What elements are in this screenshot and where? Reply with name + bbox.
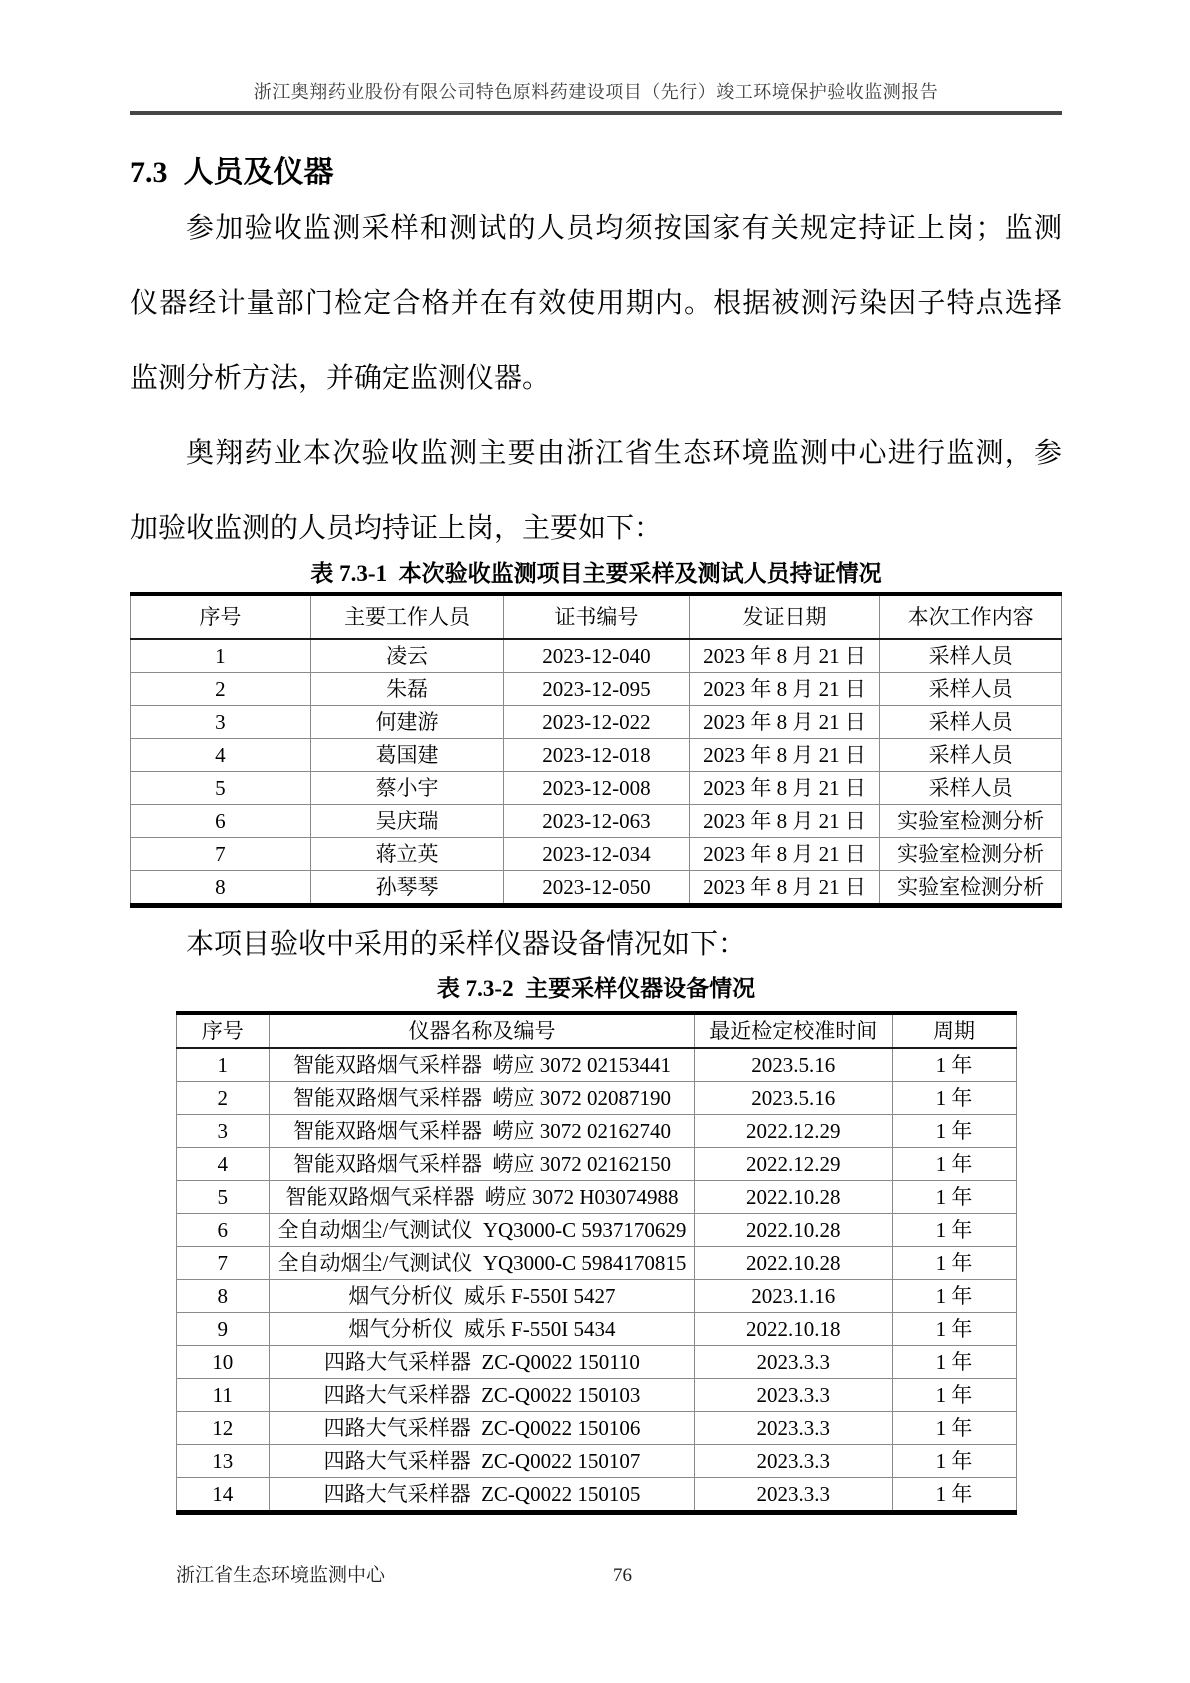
page-header <box>130 80 1062 115</box>
cell: 2023.1.16 <box>694 1280 892 1313</box>
paragraph-2 <box>130 416 1062 566</box>
section-title <box>130 155 1062 191</box>
cell: 2022.10.28 <box>694 1181 892 1214</box>
table-2-caption: 表 7.3-2 主要采样仪器设备情况 <box>436 976 756 1001</box>
cell: 9 <box>176 1313 269 1346</box>
paragraph-line: 监测分析方法，并确定监测仪器。 <box>130 363 551 394</box>
table-row <box>176 1313 1016 1346</box>
cell: 1 年 <box>892 1346 1016 1379</box>
table-row <box>176 1181 1016 1214</box>
cell: 采样人员 <box>880 706 1062 739</box>
column-header: 序号 <box>131 594 311 639</box>
table-row <box>176 1214 1016 1247</box>
table-row <box>131 706 1062 739</box>
cell: 1 年 <box>892 1082 1016 1115</box>
cell: 1 年 <box>892 1412 1016 1445</box>
cell: 孙琴琴 <box>310 871 503 906</box>
table-1-caption: 表 7.3-1 本次验收监测项目主要采样及测试人员持证情况 <box>310 561 882 586</box>
table-row <box>176 1445 1016 1478</box>
page-footer <box>130 1564 1062 1588</box>
header-row <box>176 1013 1016 1048</box>
cell: 7 <box>131 838 311 871</box>
cell: 2022.10.28 <box>694 1214 892 1247</box>
header-row <box>131 594 1062 639</box>
cell: 智能双路烟气采样器 崂应 3072 H03074988 <box>269 1181 694 1214</box>
table-row <box>176 1412 1016 1445</box>
paragraph-line: 仪器经计量部门检定合格并在有效使用期内。根据被测污染因子特点选择 <box>130 288 1062 319</box>
cell: 5 <box>131 772 311 805</box>
cell: 朱磊 <box>310 673 503 706</box>
cell: 吴庆瑞 <box>310 805 503 838</box>
table-row <box>176 1048 1016 1082</box>
page-number: 76 <box>613 1565 632 1586</box>
cell: 2023-12-022 <box>504 706 689 739</box>
table-row <box>131 805 1062 838</box>
cell: 13 <box>176 1445 269 1478</box>
cell: 2022.12.29 <box>694 1115 892 1148</box>
cell: 全自动烟尘/气测试仪 YQ3000-C 5937170629 <box>269 1214 694 1247</box>
paragraph-line: 加验收监测的人员均持证上岗，主要如下： <box>130 513 663 544</box>
cell: 2023 年 8 月 21 日 <box>689 739 880 772</box>
column-header: 证书编号 <box>504 594 689 639</box>
section-number: 7.3 <box>130 156 168 189</box>
table-row <box>176 1478 1016 1513</box>
cell: 1 年 <box>892 1214 1016 1247</box>
cell: 1 年 <box>892 1445 1016 1478</box>
table-row <box>176 1247 1016 1280</box>
cell: 7 <box>176 1247 269 1280</box>
cell: 实验室检测分析 <box>880 805 1062 838</box>
cell: 2023.3.3 <box>694 1445 892 1478</box>
column-header: 仪器名称及编号 <box>269 1013 694 1048</box>
cell: 四路大气采样器 ZC-Q0022 150106 <box>269 1412 694 1445</box>
cell: 四路大气采样器 ZC-Q0022 150105 <box>269 1478 694 1513</box>
cell: 实验室检测分析 <box>880 838 1062 871</box>
cell: 2023-12-018 <box>504 739 689 772</box>
table-row <box>176 1379 1016 1412</box>
section-name: 人员及仪器 <box>183 156 334 189</box>
cell: 3 <box>131 706 311 739</box>
column-header: 最近检定校准时间 <box>694 1013 892 1048</box>
header-rule <box>130 111 1062 115</box>
cell: 采样人员 <box>880 639 1062 673</box>
table-row <box>131 673 1062 706</box>
paragraph-line: 奥翔药业本次验收监测主要由浙江省生态环境监测中心进行监测，参 <box>186 438 1062 469</box>
paragraph-3 <box>130 915 1062 975</box>
column-header: 发证日期 <box>689 594 880 639</box>
cell: 四路大气采样器 ZC-Q0022 150110 <box>269 1346 694 1379</box>
cell: 2 <box>176 1082 269 1115</box>
cell: 11 <box>176 1379 269 1412</box>
cell: 2023.3.3 <box>694 1379 892 1412</box>
table-row <box>176 1346 1016 1379</box>
cell: 1 年 <box>892 1115 1016 1148</box>
cell: 2023.5.16 <box>694 1048 892 1082</box>
cell: 智能双路烟气采样器 崂应 3072 02153441 <box>269 1048 694 1082</box>
cell: 1 年 <box>892 1247 1016 1280</box>
cell: 12 <box>176 1412 269 1445</box>
personnel-certification-table <box>130 592 1062 908</box>
cell: 5 <box>176 1181 269 1214</box>
cell: 葛国建 <box>310 739 503 772</box>
cell: 4 <box>131 739 311 772</box>
cell: 2 <box>131 673 311 706</box>
cell: 10 <box>176 1346 269 1379</box>
cell: 2023-12-050 <box>504 871 689 906</box>
cell: 凌云 <box>310 639 503 673</box>
cell: 8 <box>131 871 311 906</box>
table-row <box>131 739 1062 772</box>
cell: 1 年 <box>892 1148 1016 1181</box>
cell: 智能双路烟气采样器 崂应 3072 02162740 <box>269 1115 694 1148</box>
paragraph-line: 本项目验收中采用的采样仪器设备情况如下： <box>186 929 747 960</box>
table-row <box>176 1115 1016 1148</box>
cell: 2023 年 8 月 21 日 <box>689 838 880 871</box>
cell: 2023 年 8 月 21 日 <box>689 772 880 805</box>
column-header: 主要工作人员 <box>310 594 503 639</box>
cell: 2023 年 8 月 21 日 <box>689 706 880 739</box>
cell: 蔡小宇 <box>310 772 503 805</box>
cell: 1 年 <box>892 1048 1016 1082</box>
cell: 2023.3.3 <box>694 1346 892 1379</box>
cell: 2023 年 8 月 21 日 <box>689 639 880 673</box>
cell: 蒋立英 <box>310 838 503 871</box>
cell: 8 <box>176 1280 269 1313</box>
cell: 2023 年 8 月 21 日 <box>689 673 880 706</box>
cell: 1 年 <box>892 1280 1016 1313</box>
cell: 2023.5.16 <box>694 1082 892 1115</box>
table-row <box>131 871 1062 906</box>
cell: 2022.10.28 <box>694 1247 892 1280</box>
cell: 何建游 <box>310 706 503 739</box>
cell: 智能双路烟气采样器 崂应 3072 02162150 <box>269 1148 694 1181</box>
cell: 智能双路烟气采样器 崂应 3072 02087190 <box>269 1082 694 1115</box>
table-row <box>131 838 1062 871</box>
cell: 6 <box>176 1214 269 1247</box>
table-row <box>176 1280 1016 1313</box>
cell: 2023-12-040 <box>504 639 689 673</box>
cell: 2022.10.18 <box>694 1313 892 1346</box>
cell: 1 年 <box>892 1478 1016 1513</box>
cell: 4 <box>176 1148 269 1181</box>
cell: 2023.3.3 <box>694 1412 892 1445</box>
footer-organization: 浙江省生态环境监测中心 <box>176 1565 386 1586</box>
cell: 2023 年 8 月 21 日 <box>689 871 880 906</box>
cell: 6 <box>131 805 311 838</box>
cell: 2023-12-095 <box>504 673 689 706</box>
table-row <box>131 772 1062 805</box>
column-header: 序号 <box>176 1013 269 1048</box>
cell: 实验室检测分析 <box>880 871 1062 906</box>
cell: 2023.3.3 <box>694 1478 892 1513</box>
paragraph-line: 参加验收监测采样和测试的人员均须按国家有关规定持证上岗；监测 <box>186 213 1062 244</box>
paragraph-1 <box>130 191 1062 416</box>
sampling-instruments-table <box>176 1011 1017 1515</box>
column-header: 本次工作内容 <box>880 594 1062 639</box>
table-row <box>176 1082 1016 1115</box>
cell: 四路大气采样器 ZC-Q0022 150103 <box>269 1379 694 1412</box>
cell: 烟气分析仪 威乐 F-550I 5427 <box>269 1280 694 1313</box>
cell: 采样人员 <box>880 739 1062 772</box>
cell: 14 <box>176 1478 269 1513</box>
cell: 1 <box>176 1048 269 1082</box>
cell: 1 年 <box>892 1181 1016 1214</box>
cell: 四路大气采样器 ZC-Q0022 150107 <box>269 1445 694 1478</box>
cell: 1 年 <box>892 1313 1016 1346</box>
cell: 2022.12.29 <box>694 1148 892 1181</box>
cell: 烟气分析仪 威乐 F-550I 5434 <box>269 1313 694 1346</box>
cell: 2023 年 8 月 21 日 <box>689 805 880 838</box>
cell: 3 <box>176 1115 269 1148</box>
column-header: 周期 <box>892 1013 1016 1048</box>
cell: 采样人员 <box>880 673 1062 706</box>
page-header-title: 浙江奥翔药业股份有限公司特色原料药建设项目（先行）竣工环境保护验收监测报告 <box>253 82 939 102</box>
cell: 1 <box>131 639 311 673</box>
cell: 全自动烟尘/气测试仪 YQ3000-C 5984170815 <box>269 1247 694 1280</box>
cell: 采样人员 <box>880 772 1062 805</box>
cell: 2023-12-034 <box>504 838 689 871</box>
cell: 2023-12-008 <box>504 772 689 805</box>
table-row <box>131 639 1062 673</box>
cell: 1 年 <box>892 1379 1016 1412</box>
table-row <box>176 1148 1016 1181</box>
cell: 2023-12-063 <box>504 805 689 838</box>
